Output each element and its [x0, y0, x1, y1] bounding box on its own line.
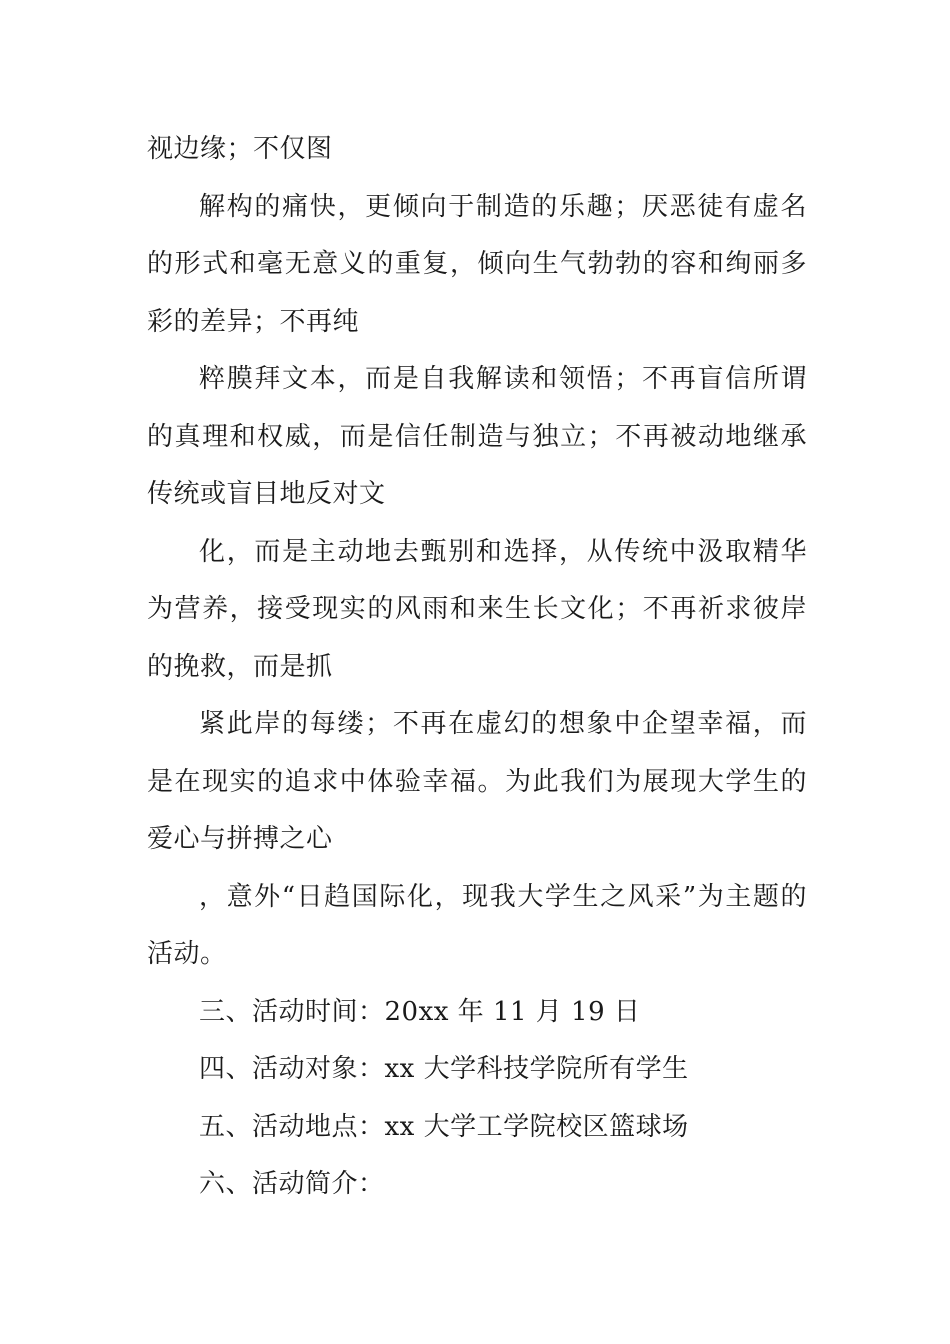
paragraph-theme: ，意外“日趋国际化，现我大学生之风采”为主题的活动。 — [147, 881, 807, 969]
paragraph-continuation: 视边缘；不仅图 — [147, 134, 333, 164]
paragraph-culture: 化，而是主动地去甄别和选择，从传统中汲取精华为营养，接受现实的风雨和来生长文化；不再祈求彼岸的挽救，而是抓 — [147, 536, 807, 682]
activity-location: 五、活动地点：xx 大学工学院校区篮球场 — [199, 1111, 689, 1142]
activity-intro-heading: 六、活动简介： — [199, 1169, 385, 1199]
activity-time: 三、活动时间：20xx 年 11 月 19 日 — [199, 996, 641, 1027]
paragraph-deconstruction: 解构的痛快，更倾向于制造的乐趣；厌恶徒有虚名的形式和毫无意义的重复，倾向生气勃勃的容和绚丽多彩的差异；不再纯 — [147, 191, 807, 337]
document-body — [147, 121, 807, 1214]
paragraph-happiness: 紧此岸的每缕；不再在虚幻的想象中企望幸福，而是在现实的追求中体验幸福。为此我们为展现大学生的爱心与拼搏之心 — [147, 709, 807, 854]
activity-audience: 四、活动对象：xx 大学科技学院所有学生 — [199, 1054, 689, 1084]
paragraph-text-worship: 粹膜拜文本，而是自我解读和领悟；不再盲信所谓的真理和权威，而是信任制造与独立；不再被动地继承传统或盲目地反对文 — [147, 364, 807, 509]
